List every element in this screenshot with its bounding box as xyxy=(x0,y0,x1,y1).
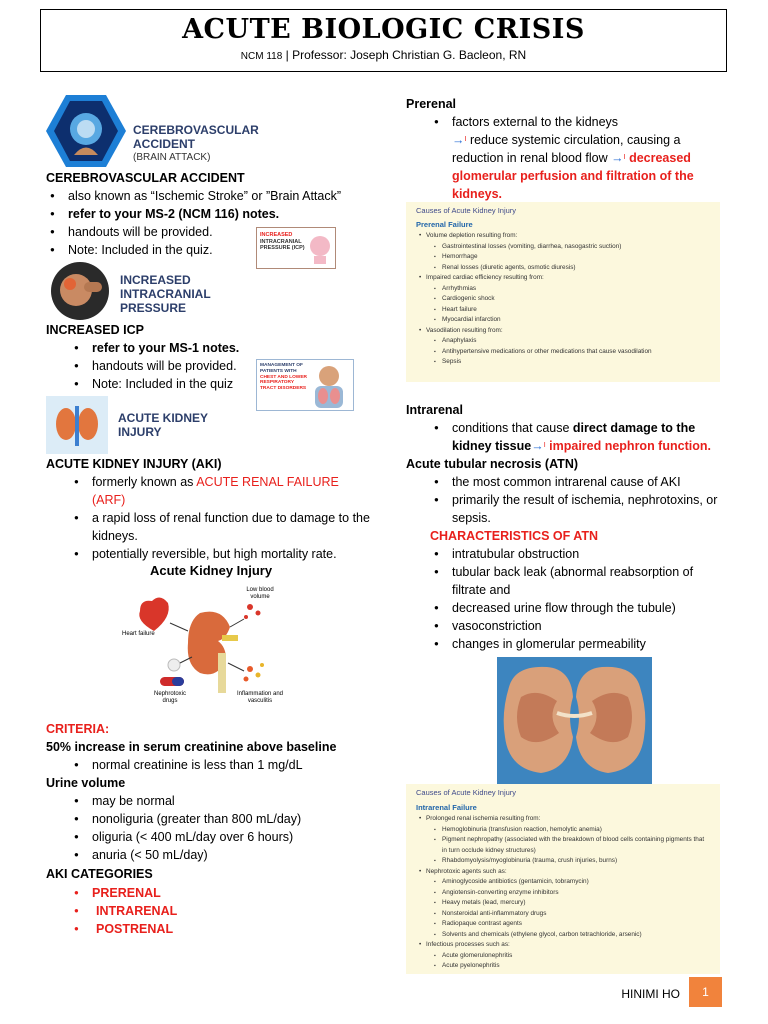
atn-heading: Acute tubular necrosis (ATN) xyxy=(406,457,579,471)
list-item: ● conditions that cause direct damage to the xyxy=(430,419,730,437)
urine-list xyxy=(70,792,370,864)
list-item: ● Note: Included in the quiz xyxy=(70,375,260,393)
table-items xyxy=(416,814,710,972)
list-item: ● anuria (< 50 mL/day) xyxy=(70,846,370,864)
criteria-label: CRITERIA: xyxy=(46,722,110,736)
subtitle xyxy=(41,48,726,62)
list-item: • Volume depletion resulting from: xyxy=(416,231,710,242)
list-item: ● decreased urine flow through the tubule) xyxy=(430,599,720,617)
intrarenal-causes-table: Causes of Acute Kidney Injury Intrarenal Failure • Prolonged renal ischemia resulting from: ▪ Hemoglobinuria (transfusion reaction, hemolytic anemia) ▪ Pigment nephropathy (associated with the breakdown of blood cells containing pigments that in turn occlude kidney structures) ▪ Rhabdomyolysis/myoglobinuria (trauma, crush injuries, burns) • Nephrotoxic agents such as: ▪ Aminoglycoside antibiotics (gentamicin, tobramycin) ▪ Angiotensin-converting enzyme inhibitors ▪ Heavy metals (lead, mercury) ▪ Nonsteroidal anti-inflammatory drugs ▪ Radiopaque contrast agents ▪ Solvents and chemicals (ethylene glycol, carbon tetrachloride, arsenic) • Infectious processes such as: ▪ Acute glomerulonephritis ▪ Acute pyelonephritis xyxy=(406,784,720,974)
list-item: ● oliguria (< 400 mL/day over 6 hours) xyxy=(70,828,370,846)
list-item: ▪ Acute pyelonephritis xyxy=(416,961,710,972)
list-item: ● tubular back leak (abnormal reabsorption of filtrate and xyxy=(430,563,720,599)
icp-list xyxy=(70,339,260,393)
aki-heading: ACUTE KIDNEY INJURY (AKI) xyxy=(46,457,222,471)
list-item: ● Note: Included in the quiz. xyxy=(46,241,376,259)
atn-characteristics-list xyxy=(430,545,720,653)
creatinine-heading: 50% increase in serum creatinine above baseline xyxy=(46,740,337,754)
list-item: ▪ Radiopaque contrast agents xyxy=(416,919,710,930)
list-item: ▪ Antihypertensive medications or other medications that cause vasodilation xyxy=(416,347,710,358)
list-item: ▪ Angiotensin-converting enzyme inhibitors xyxy=(416,888,710,899)
respiratory-handout-thumbnail: MANAGEMENT OF PATIENTS WITH CHEST AND LOWER RESPIRATORY TRACT DISORDERS xyxy=(256,359,354,411)
icp-handout-thumbnail: INCREASED INTRACRANIAL PRESSURE (ICP) xyxy=(256,227,336,269)
intrarenal-description: ● conditions that cause direct damage to the kidney tissue→$^I$ impaired nephron function. xyxy=(430,419,730,455)
list-item: ● refer to your MS-2 (NCM 116) notes. xyxy=(46,205,376,223)
list-item: ● intratubular obstruction xyxy=(430,545,720,563)
professor-name: Professor: Joseph Christian G. Bacleon, RN xyxy=(292,48,527,62)
list-item: ▪ Heavy metals (lead, mercury) xyxy=(416,898,710,909)
list-item: ● factors external to the kidneys xyxy=(430,113,730,131)
headache-image xyxy=(46,262,114,320)
list-item: ● a rapid loss of renal function due to damage to the kidneys. xyxy=(70,509,370,545)
list-item: • Nephrotoxic agents such as: xyxy=(416,867,710,878)
list-item: ● INTRARENAL xyxy=(70,902,270,920)
brain-attack-image xyxy=(46,95,126,167)
cva-heading: CEREBROVASCULAR ACCIDENT xyxy=(46,171,245,185)
list-item: • Infectious processes such as: xyxy=(416,940,710,951)
creatinine-list xyxy=(70,756,370,774)
arrow-icon: → xyxy=(611,151,624,165)
list-item: ● handouts will be provided. xyxy=(70,357,260,375)
list-item: ▪ Acute glomerulonephritis xyxy=(416,951,710,962)
aki-banner: ACUTE KIDNEY INJURY xyxy=(118,411,209,439)
list-item: ▪ Renal losses (diuretic agents, osmotic diuresis) xyxy=(416,263,710,274)
list-item: ● PRERENAL xyxy=(70,884,270,902)
list-item: ● changes in glomerular permeability xyxy=(430,635,720,653)
footer-author: HINIMI HO xyxy=(621,987,680,1001)
prerenal-description: ● factors external to the kidneys →$^I$ reduce systemic circulation, causing a reduction in renal blood flow →$^I$ decreased glomerular perfusion and filtration of the kidneys. xyxy=(430,113,730,203)
list-item: • Impaired cardiac efficiency resulting from: xyxy=(416,273,710,284)
aki-diagram: Acute Kidney Injury Low blood volume Heart failure Nephrotoxic drugs Inflammation and vasculitis xyxy=(122,563,284,704)
diagram-title: Acute Kidney Injury xyxy=(150,563,273,578)
icp-heading: INCREASED ICP xyxy=(46,323,144,337)
intrarenal-heading: Intrarenal xyxy=(406,403,463,417)
separator: | xyxy=(285,48,289,62)
list-item: ● normal creatinine is less than 1 mg/dL xyxy=(70,756,370,774)
list-item: ▪ Sepsis xyxy=(416,357,710,368)
icp-banner: INCREASED INTRACRANIAL PRESSURE xyxy=(120,273,211,315)
list-item: ● vasoconstriction xyxy=(430,617,720,635)
atn-kidney-photo xyxy=(497,657,652,784)
course-code: NCM 118 xyxy=(240,51,283,62)
list-item: ▪ Nonsteroidal anti-inflammatory drugs xyxy=(416,909,710,920)
atn-characteristics-heading: CHARACTERISTICS OF ATN xyxy=(430,529,599,543)
list-item: ▪ Rhabdomyolysis/myoglobinuria (trauma, crush injuries, burns) xyxy=(416,856,710,867)
prerenal-causes-table: Causes of Acute Kidney Injury Prerenal Failure • Volume depletion resulting from: ▪ Gastrointestinal losses (vomiting, diarrhea, nasogastric suction) ▪ Hemorrhage ▪ Renal losses (diuretic agents, osmotic diuresis) • Impaired cardiac efficiency resulting from: ▪ Arrhythmias ▪ Cardiogenic shock ▪ Heart failure ▪ Myocardial infarction • Vasodilation resulting from: ▪ Anaphylaxis ▪ Antihypertensive medications or other medications that cause vasodilation ▪ Sepsis xyxy=(406,202,720,382)
page-number: 1 xyxy=(689,977,722,1007)
list-item: ● the most common intrarenal cause of AKI xyxy=(430,473,720,491)
urine-heading: Urine volume xyxy=(46,776,126,790)
aki-list xyxy=(70,473,370,563)
page-title: ACUTE BIOLOGIC CRISIS xyxy=(182,14,585,45)
categories-list xyxy=(70,884,270,938)
categories-heading: AKI CATEGORIES xyxy=(46,867,153,881)
document-header xyxy=(40,9,727,72)
list-item: ▪ Cardiogenic shock xyxy=(416,294,710,305)
list-item: ● also known as “Ischemic Stroke” or ”Brain Attack” xyxy=(46,187,376,205)
atn-list xyxy=(430,473,720,527)
list-item: ▪ Heart failure xyxy=(416,305,710,316)
list-item: ▪ Arrhythmias xyxy=(416,284,710,295)
list-item: ● primarily the result of ischemia, nephrotoxins, or sepsis. xyxy=(430,491,720,527)
list-item: • Prolonged renal ischemia resulting from: xyxy=(416,814,710,825)
list-item: ▪ Hemorrhage xyxy=(416,252,710,263)
list-item: ▪ Hemoglobinuria (transfusion reaction, hemolytic anemia) xyxy=(416,825,710,836)
list-item: ▪ Anaphylaxis xyxy=(416,336,710,347)
list-item: ▪ Solvents and chemicals (ethylene glycol, carbon tetrachloride, arsenic) xyxy=(416,930,710,941)
list-item: ● nonoliguria (greater than 800 mL/day) xyxy=(70,810,370,828)
list-item: ● POSTRENAL xyxy=(70,920,270,938)
list-item: ▪ Pigment nephropathy (associated with the breakdown of blood cells containing pigments that in turn occlude kidney structures) xyxy=(416,835,710,856)
list-item: ● potentially reversible, but high mortality rate. xyxy=(70,545,370,563)
cva-banner: CEREBROVASCULAR ACCIDENT (BRAIN ATTACK) xyxy=(133,123,259,163)
prerenal-heading: Prerenal xyxy=(406,97,457,111)
list-item: ▪ Gastrointestinal losses (vomiting, diarrhea, nasogastric suction) xyxy=(416,242,710,253)
kidney-banner-image xyxy=(46,396,108,454)
list-item: ● handouts will be provided. xyxy=(46,223,376,241)
list-item: ▪ Myocardial infarction xyxy=(416,315,710,326)
arrow-icon: → xyxy=(452,133,465,147)
list-item: ● refer to your MS-1 notes. xyxy=(70,339,260,357)
list-item: ● formerly known as ACUTE RENAL FAILURE (ARF) xyxy=(70,473,370,509)
table-items xyxy=(416,231,710,368)
arrow-icon: → xyxy=(531,439,544,453)
list-item: ● may be normal xyxy=(70,792,370,810)
list-item: • Vasodilation resulting from: xyxy=(416,326,710,337)
list-item: ▪ Aminoglycoside antibiotics (gentamicin, tobramycin) xyxy=(416,877,710,888)
